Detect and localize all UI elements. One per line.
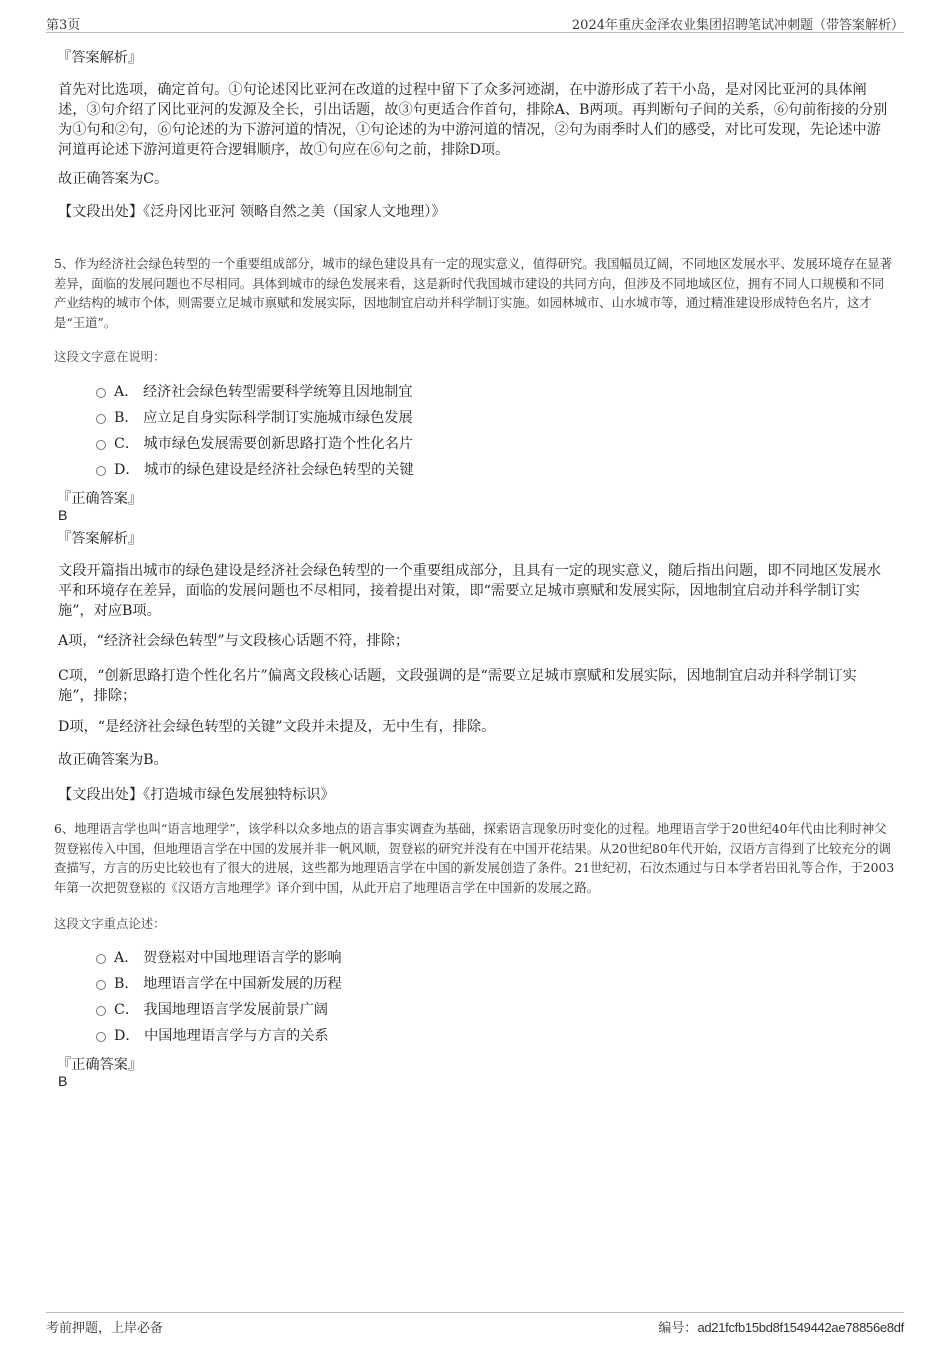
code-value: ad21fcfb15bd8f1549442ae78856e8df: [697, 1320, 904, 1335]
q6-option-c[interactable]: [96, 1000, 328, 1020]
q5-option-c-label: C． 城市绿色发展需要创新思路打造个性化名片: [114, 436, 414, 452]
q6-correct-answer: B: [58, 1074, 68, 1090]
radio-button-icon[interactable]: [96, 466, 106, 476]
q4-analysis-paragraph: 首先对比选项，确定首句。①句论述冈比亚河在改道的过程中留下了众多河迹湖，在中游形成了若干小岛，是对冈比亚河的具体阐述，③句介绍了冈比亚河的发源及全长，引出话题，故③句更适合作首句，排除A、B两项。再判断句子间的关系，⑥句前衔接的分别为①句和②句，⑥句论述的为下游河道的情况，①句论述的为中游河道的情况，②句为雨季时人们的感受，对比可发现，先论述中游河道再论述下游河道更符合逻辑顺序，故①句应在⑥句之前，排除D项。: [58, 82, 888, 158]
page-footer: [46, 1312, 904, 1337]
radio-button-icon[interactable]: [96, 440, 106, 450]
radio-button-icon[interactable]: [96, 388, 106, 398]
q5-answer-statement: 故正确答案为B。: [58, 752, 168, 768]
q5-option-b-label: B． 应立足自身实际科学制订实施城市绿色发展: [114, 410, 413, 426]
q5-analysis-option-c: C项，“创新思路打造个性化名片”偏离文段核心话题，文段强调的是“需要立足城市禀赋和发展实际，因地制宜启动并科学制订实施”，排除；: [58, 668, 857, 704]
q6-option-c-label: C． 我国地理语言学发展前景广阔: [114, 1002, 328, 1018]
q5-option-c[interactable]: [96, 434, 413, 454]
document-title: 2024年重庆金泽农业集团招聘笔试冲刺题（带答案解析）: [571, 18, 904, 33]
q5-analysis-option-d: D项，“是经济社会绿色转型的关键”文段并未提及，无中生有，排除。: [58, 719, 496, 735]
q6-prompt: 这段文字重点论述：: [54, 916, 166, 931]
q4-analysis-label: 『答案解析』: [57, 50, 143, 66]
q5-option-a-label: A． 经济社会绿色转型需要科学统筹且因地制宜: [114, 384, 413, 400]
q4-source: 【文段出处】《泛舟冈比亚河 领略自然之美（国家人文地理）》: [58, 204, 446, 220]
radio-button-icon[interactable]: [96, 1032, 106, 1042]
q5-option-d[interactable]: [96, 460, 414, 480]
footer-slogan: 考前押题，上岸必备: [46, 1321, 164, 1336]
q6-option-d-label: D． 中国地理语言学与方言的关系: [114, 1028, 329, 1044]
q5-correct-label: 『正确答案』: [57, 491, 143, 507]
q5-source: 【文段出处】《打造城市绿色发展独特标识》: [58, 787, 335, 803]
radio-button-icon[interactable]: [96, 980, 106, 990]
q4-answer-statement: 故正确答案为C。: [58, 171, 169, 187]
radio-button-icon[interactable]: [96, 1006, 106, 1016]
page-number: 第3页: [46, 18, 81, 33]
q5-question-text: 5、作为经济社会绿色转型的一个重要组成部分，城市的绿色建设具有一定的现实意义，值得研究。我国幅员辽阔，不同地区发展水平、发展环境存在显著差异，面临的发展问题也不尽相同。具体到城市的绿色发展来看，这是新时代我国城市建设的共同方向，但涉及不同地域区位，拥有不同人口规模和不同产业结构的城市个体，则需要立足城市禀赋和发展实际，因地制宜启动并科学制订实施。如园林城市、山水城市等，通过精准建设形成特色名片，这才是“王道”。: [54, 256, 893, 330]
q5-prompt: 这段文字意在说明：: [54, 349, 166, 364]
q6-option-d[interactable]: [96, 1026, 329, 1046]
q6-option-b[interactable]: [96, 974, 342, 994]
q6-correct-label: 『正确答案』: [57, 1057, 143, 1073]
page-header: [46, 10, 904, 33]
q5-analysis-paragraph: 文段开篇指出城市的绿色建设是经济社会绿色转型的一个重要组成部分，且具有一定的现实意义，随后指出问题，即不同地区发展水平和环境存在差异，面临的发展问题也不尽相同，接着提出对策，即“需要立足城市禀赋和发展实际，因地制宜启动并科学制订实施”，对应B项。: [58, 563, 881, 619]
q5-analysis-label: 『答案解析』: [57, 531, 143, 547]
document-code: [658, 1317, 904, 1336]
q5-option-d-label: D． 城市的绿色建设是经济社会绿色转型的关键: [114, 462, 414, 478]
radio-button-icon[interactable]: [96, 954, 106, 964]
q6-question-text: 6、地理语言学也叫“语言地理学”，该学科以众多地点的语言事实调查为基础，探索语言现象历时变化的过程。地理语言学于20世纪40年代由比利时神父贺登崧传入中国，但地理语言学在中国的发展并非一帆风顺，贺登崧的研究并没有在中国开花结果。从20世纪80年代开始，汉语方言得到了比较充分的调查描写，方言的历史比较也有了很大的进展，这些都为地理语言学在中国的新发展创造了条件。21世纪初，石汝杰通过与日本学者岩田礼等合作，于2003年第一次把贺登崧的《汉语方言地理学》译介到中国，从此开启了地理语言学在中国新的发展之路。: [54, 821, 895, 895]
q5-option-a[interactable]: [96, 382, 413, 402]
q6-option-a-label: A． 贺登崧对中国地理语言学的影响: [114, 950, 342, 966]
q5-correct-answer: B: [58, 508, 68, 524]
q6-option-b-label: B． 地理语言学在中国新发展的历程: [114, 976, 342, 992]
code-label: 编号：: [658, 1321, 698, 1336]
q6-option-a[interactable]: [96, 948, 342, 968]
radio-button-icon[interactable]: [96, 414, 106, 424]
q5-option-b[interactable]: [96, 408, 413, 428]
q5-analysis-option-a: A项，“经济社会绿色转型”与文段核心话题不符，排除；: [58, 633, 410, 649]
